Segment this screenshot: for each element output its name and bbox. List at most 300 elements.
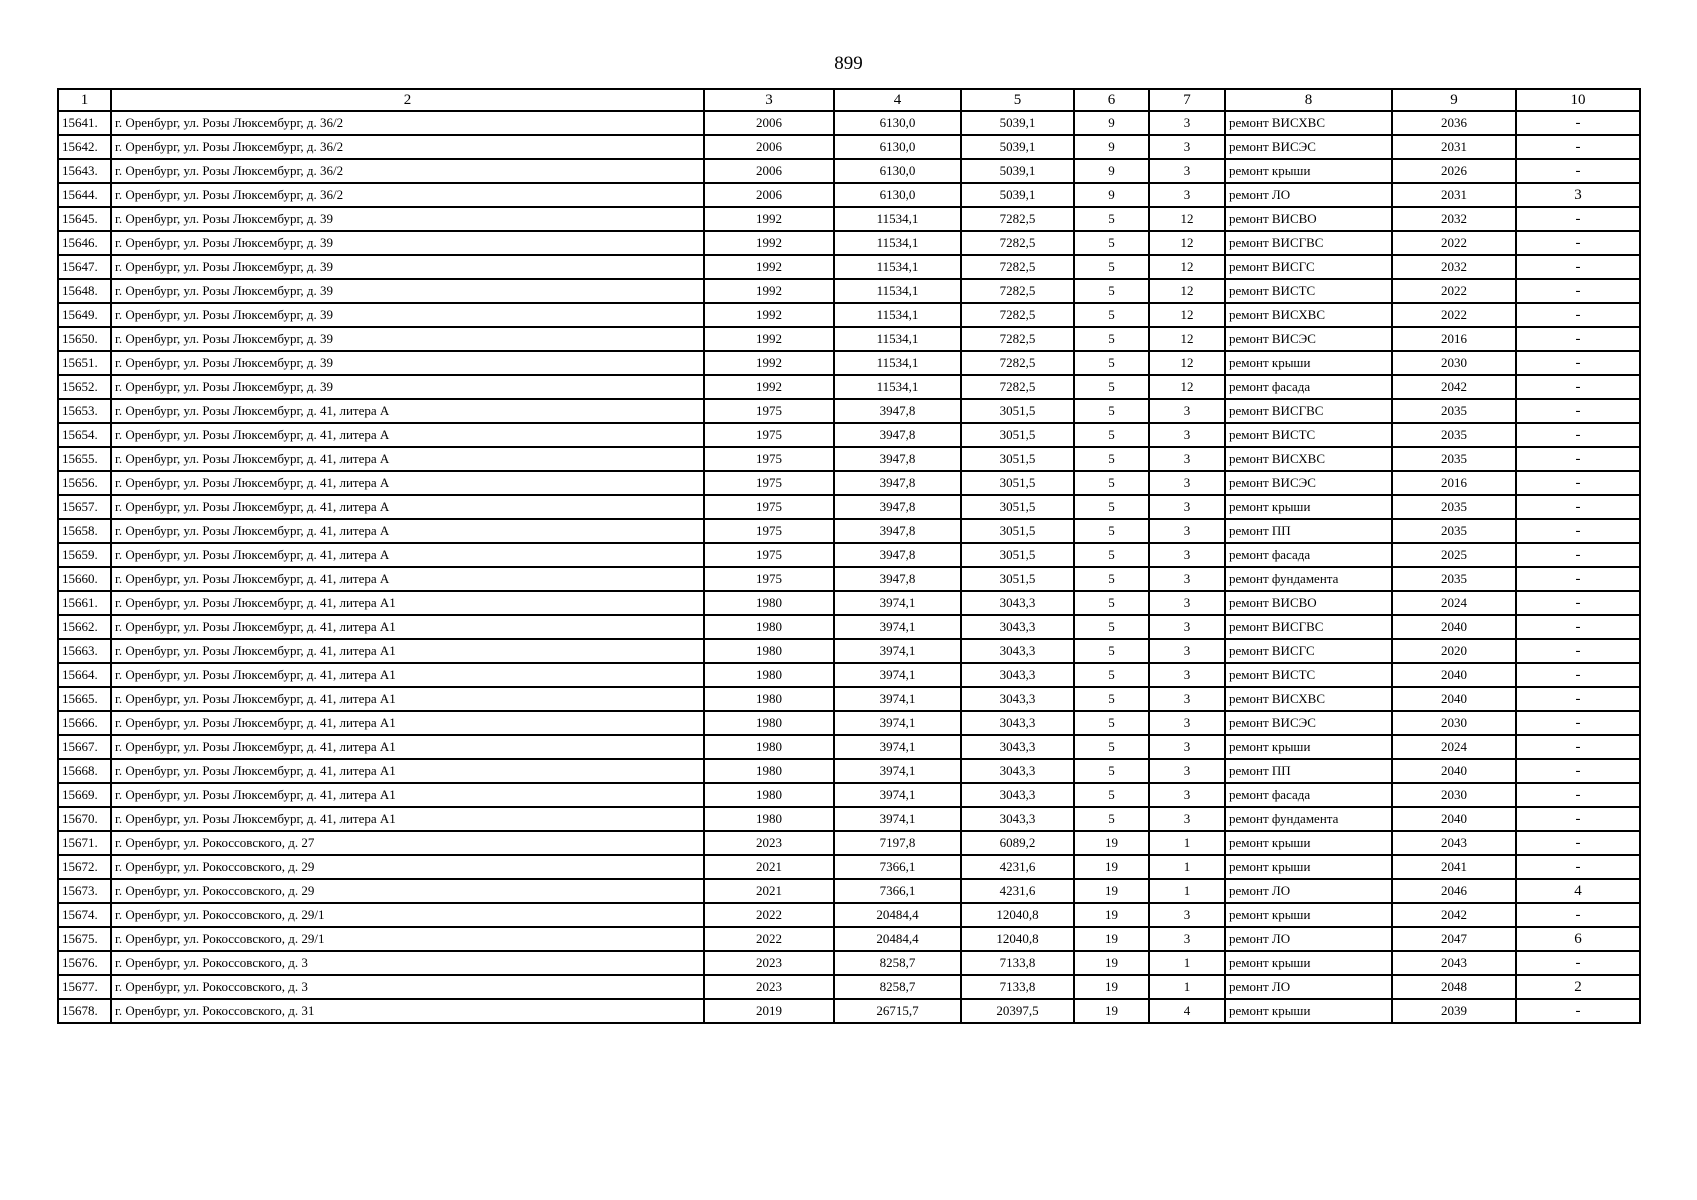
row-number-cell: 15670.: [58, 807, 111, 831]
column-10-value-cell: -: [1516, 567, 1640, 591]
entrances-cell: 12: [1149, 255, 1225, 279]
living-area-cell: 3051,5: [961, 471, 1074, 495]
build-year-cell: 1975: [704, 447, 834, 471]
work-type-cell: ремонт ВИСХВС: [1225, 303, 1392, 327]
work-type-cell: ремонт ВИСХВС: [1225, 447, 1392, 471]
living-area-cell: 7282,5: [961, 207, 1074, 231]
build-year-cell: 1980: [704, 759, 834, 783]
planned-year-cell: 2040: [1392, 807, 1516, 831]
row-number-cell: 15678.: [58, 999, 111, 1023]
table-row: [58, 855, 1640, 879]
planned-year-cell: 2020: [1392, 639, 1516, 663]
address-cell: г. Оренбург, ул. Розы Люксембург, д. 39: [111, 207, 704, 231]
table-row: [58, 327, 1640, 351]
floors-cell: 5: [1074, 735, 1149, 759]
planned-year-cell: 2035: [1392, 495, 1516, 519]
build-year-cell: 1975: [704, 543, 834, 567]
entrances-cell: 3: [1149, 759, 1225, 783]
total-area-cell: 11534,1: [834, 351, 961, 375]
living-area-cell: 5039,1: [961, 111, 1074, 135]
build-year-cell: 2023: [704, 831, 834, 855]
table-row: [58, 375, 1640, 399]
column-10-value-cell: -: [1516, 855, 1640, 879]
planned-year-cell: 2031: [1392, 135, 1516, 159]
row-number-cell: 15641.: [58, 111, 111, 135]
address-cell: г. Оренбург, ул. Розы Люксембург, д. 41, литера А1: [111, 687, 704, 711]
floors-cell: 5: [1074, 807, 1149, 831]
floors-cell: 9: [1074, 183, 1149, 207]
address-cell: г. Оренбург, ул. Розы Люксембург, д. 41, литера А1: [111, 807, 704, 831]
entrances-cell: 1: [1149, 951, 1225, 975]
address-cell: г. Оренбург, ул. Розы Люксембург, д. 36/2: [111, 111, 704, 135]
floors-cell: 5: [1074, 519, 1149, 543]
table-row: [58, 135, 1640, 159]
work-type-cell: ремонт ЛО: [1225, 927, 1392, 951]
build-year-cell: 1992: [704, 351, 834, 375]
row-number-cell: 15664.: [58, 663, 111, 687]
floors-cell: 19: [1074, 927, 1149, 951]
floors-cell: 9: [1074, 135, 1149, 159]
column-header-10: 10: [1516, 89, 1640, 111]
total-area-cell: 3947,8: [834, 543, 961, 567]
row-number-cell: 15652.: [58, 375, 111, 399]
living-area-cell: 12040,8: [961, 927, 1074, 951]
address-cell: г. Оренбург, ул. Розы Люксембург, д. 39: [111, 351, 704, 375]
work-type-cell: ремонт фасада: [1225, 783, 1392, 807]
total-area-cell: 7366,1: [834, 855, 961, 879]
entrances-cell: 3: [1149, 159, 1225, 183]
build-year-cell: 1992: [704, 279, 834, 303]
floors-cell: 5: [1074, 783, 1149, 807]
entrances-cell: 12: [1149, 351, 1225, 375]
planned-year-cell: 2040: [1392, 687, 1516, 711]
floors-cell: 19: [1074, 975, 1149, 999]
entrances-cell: 12: [1149, 207, 1225, 231]
work-type-cell: ремонт ВИСВО: [1225, 207, 1392, 231]
entrances-cell: 3: [1149, 783, 1225, 807]
living-area-cell: 20397,5: [961, 999, 1074, 1023]
column-10-value-cell: -: [1516, 783, 1640, 807]
living-area-cell: 3043,3: [961, 591, 1074, 615]
total-area-cell: 6130,0: [834, 183, 961, 207]
total-area-cell: 3947,8: [834, 399, 961, 423]
living-area-cell: 3051,5: [961, 543, 1074, 567]
living-area-cell: 7133,8: [961, 951, 1074, 975]
column-header-7: 7: [1149, 89, 1225, 111]
row-number-cell: 15653.: [58, 399, 111, 423]
entrances-cell: 3: [1149, 543, 1225, 567]
address-cell: г. Оренбург, ул. Розы Люксембург, д. 41, литера А1: [111, 615, 704, 639]
address-cell: г. Оренбург, ул. Розы Люксембург, д. 41, литера А: [111, 567, 704, 591]
build-year-cell: 1975: [704, 423, 834, 447]
build-year-cell: 1980: [704, 807, 834, 831]
total-area-cell: 11534,1: [834, 279, 961, 303]
build-year-cell: 1980: [704, 639, 834, 663]
entrances-cell: 3: [1149, 591, 1225, 615]
entrances-cell: 3: [1149, 927, 1225, 951]
column-10-value-cell: -: [1516, 999, 1640, 1023]
table-row: [58, 207, 1640, 231]
floors-cell: 5: [1074, 399, 1149, 423]
entrances-cell: 12: [1149, 231, 1225, 255]
work-type-cell: ремонт ВИСГВС: [1225, 231, 1392, 255]
column-10-value-cell: 6: [1516, 927, 1640, 951]
floors-cell: 5: [1074, 471, 1149, 495]
build-year-cell: 1992: [704, 327, 834, 351]
planned-year-cell: 2040: [1392, 615, 1516, 639]
column-header-2: 2: [111, 89, 704, 111]
living-area-cell: 3043,3: [961, 711, 1074, 735]
work-type-cell: ремонт ВИСТС: [1225, 279, 1392, 303]
planned-year-cell: 2035: [1392, 423, 1516, 447]
entrances-cell: 1: [1149, 879, 1225, 903]
total-area-cell: 26715,7: [834, 999, 961, 1023]
total-area-cell: 3974,1: [834, 663, 961, 687]
floors-cell: 5: [1074, 255, 1149, 279]
build-year-cell: 2022: [704, 927, 834, 951]
table-row: [58, 111, 1640, 135]
address-cell: г. Оренбург, ул. Розы Люксембург, д. 41, литера А1: [111, 783, 704, 807]
total-area-cell: 3974,1: [834, 759, 961, 783]
table-row: [58, 807, 1640, 831]
address-cell: г. Оренбург, ул. Розы Люксембург, д. 36/2: [111, 135, 704, 159]
total-area-cell: 11534,1: [834, 255, 961, 279]
work-type-cell: ремонт крыши: [1225, 495, 1392, 519]
row-number-cell: 15659.: [58, 543, 111, 567]
build-year-cell: 1980: [704, 783, 834, 807]
column-10-value-cell: 2: [1516, 975, 1640, 999]
planned-year-cell: 2016: [1392, 327, 1516, 351]
floors-cell: 5: [1074, 231, 1149, 255]
table-row: [58, 567, 1640, 591]
entrances-cell: 4: [1149, 999, 1225, 1023]
planned-year-cell: 2024: [1392, 591, 1516, 615]
address-cell: г. Оренбург, ул. Розы Люксембург, д. 39: [111, 327, 704, 351]
floors-cell: 5: [1074, 567, 1149, 591]
table-row: [58, 519, 1640, 543]
row-number-cell: 15645.: [58, 207, 111, 231]
register-table: [57, 88, 1641, 1024]
total-area-cell: 11534,1: [834, 207, 961, 231]
living-area-cell: 7282,5: [961, 375, 1074, 399]
table-row: [58, 183, 1640, 207]
planned-year-cell: 2022: [1392, 303, 1516, 327]
column-header-5: 5: [961, 89, 1074, 111]
row-number-cell: 15676.: [58, 951, 111, 975]
planned-year-cell: 2040: [1392, 663, 1516, 687]
column-10-value-cell: -: [1516, 663, 1640, 687]
address-cell: г. Оренбург, ул. Рокоссовского, д. 29: [111, 879, 704, 903]
column-10-value-cell: -: [1516, 495, 1640, 519]
table-row: [58, 255, 1640, 279]
column-10-value-cell: -: [1516, 351, 1640, 375]
entrances-cell: 3: [1149, 519, 1225, 543]
column-10-value-cell: -: [1516, 519, 1640, 543]
living-area-cell: 4231,6: [961, 879, 1074, 903]
entrances-cell: 3: [1149, 735, 1225, 759]
table-row: [58, 639, 1640, 663]
total-area-cell: 3974,1: [834, 687, 961, 711]
entrances-cell: 3: [1149, 711, 1225, 735]
entrances-cell: 3: [1149, 471, 1225, 495]
planned-year-cell: 2042: [1392, 903, 1516, 927]
planned-year-cell: 2043: [1392, 951, 1516, 975]
row-number-cell: 15655.: [58, 447, 111, 471]
table-row: [58, 471, 1640, 495]
table-row: [58, 231, 1640, 255]
row-number-cell: 15650.: [58, 327, 111, 351]
living-area-cell: 6089,2: [961, 831, 1074, 855]
row-number-cell: 15675.: [58, 927, 111, 951]
work-type-cell: ремонт крыши: [1225, 351, 1392, 375]
address-cell: г. Оренбург, ул. Розы Люксембург, д. 39: [111, 279, 704, 303]
total-area-cell: 3974,1: [834, 615, 961, 639]
row-number-cell: 15658.: [58, 519, 111, 543]
row-number-cell: 15657.: [58, 495, 111, 519]
column-10-value-cell: -: [1516, 231, 1640, 255]
address-cell: г. Оренбург, ул. Рокоссовского, д. 29/1: [111, 927, 704, 951]
floors-cell: 5: [1074, 375, 1149, 399]
column-10-value-cell: -: [1516, 639, 1640, 663]
row-number-cell: 15672.: [58, 855, 111, 879]
column-10-value-cell: -: [1516, 279, 1640, 303]
table-row: [58, 879, 1640, 903]
planned-year-cell: 2046: [1392, 879, 1516, 903]
table-row: [58, 615, 1640, 639]
living-area-cell: 7282,5: [961, 231, 1074, 255]
build-year-cell: 1975: [704, 519, 834, 543]
work-type-cell: ремонт ПП: [1225, 519, 1392, 543]
table-row: [58, 399, 1640, 423]
row-number-cell: 15648.: [58, 279, 111, 303]
total-area-cell: 3947,8: [834, 471, 961, 495]
work-type-cell: ремонт крыши: [1225, 831, 1392, 855]
build-year-cell: 1980: [704, 591, 834, 615]
build-year-cell: 2006: [704, 135, 834, 159]
table-row: [58, 975, 1640, 999]
table-row: [58, 423, 1640, 447]
living-area-cell: 3051,5: [961, 423, 1074, 447]
column-10-value-cell: -: [1516, 303, 1640, 327]
column-10-value-cell: -: [1516, 735, 1640, 759]
column-header-6: 6: [1074, 89, 1149, 111]
floors-cell: 5: [1074, 207, 1149, 231]
address-cell: г. Оренбург, ул. Розы Люксембург, д. 41, литера А1: [111, 591, 704, 615]
address-cell: г. Оренбург, ул. Розы Люксембург, д. 41, литера А: [111, 423, 704, 447]
column-10-value-cell: -: [1516, 831, 1640, 855]
build-year-cell: 1975: [704, 399, 834, 423]
total-area-cell: 3947,8: [834, 495, 961, 519]
work-type-cell: ремонт ВИСЭС: [1225, 711, 1392, 735]
column-10-value-cell: -: [1516, 951, 1640, 975]
entrances-cell: 1: [1149, 831, 1225, 855]
row-number-cell: 15666.: [58, 711, 111, 735]
entrances-cell: 3: [1149, 807, 1225, 831]
address-cell: г. Оренбург, ул. Рокоссовского, д. 3: [111, 951, 704, 975]
living-area-cell: 7282,5: [961, 303, 1074, 327]
column-10-value-cell: -: [1516, 903, 1640, 927]
work-type-cell: ремонт фасада: [1225, 543, 1392, 567]
total-area-cell: 3974,1: [834, 807, 961, 831]
work-type-cell: ремонт ВИСТС: [1225, 423, 1392, 447]
floors-cell: 5: [1074, 351, 1149, 375]
entrances-cell: 12: [1149, 375, 1225, 399]
column-header-8: 8: [1225, 89, 1392, 111]
living-area-cell: 12040,8: [961, 903, 1074, 927]
column-10-value-cell: -: [1516, 135, 1640, 159]
table-row: [58, 663, 1640, 687]
entrances-cell: 1: [1149, 975, 1225, 999]
row-number-cell: 15660.: [58, 567, 111, 591]
floors-cell: 5: [1074, 495, 1149, 519]
entrances-cell: 12: [1149, 279, 1225, 303]
address-cell: г. Оренбург, ул. Рокоссовского, д. 31: [111, 999, 704, 1023]
floors-cell: 19: [1074, 999, 1149, 1023]
work-type-cell: ремонт ПП: [1225, 759, 1392, 783]
living-area-cell: 3043,3: [961, 759, 1074, 783]
floors-cell: 19: [1074, 855, 1149, 879]
living-area-cell: 7282,5: [961, 255, 1074, 279]
entrances-cell: 3: [1149, 399, 1225, 423]
table-row: [58, 159, 1640, 183]
work-type-cell: ремонт ЛО: [1225, 879, 1392, 903]
living-area-cell: 3043,3: [961, 687, 1074, 711]
floors-cell: 5: [1074, 591, 1149, 615]
row-number-cell: 15644.: [58, 183, 111, 207]
build-year-cell: 2006: [704, 183, 834, 207]
row-number-cell: 15649.: [58, 303, 111, 327]
work-type-cell: ремонт ВИСЭС: [1225, 135, 1392, 159]
planned-year-cell: 2022: [1392, 231, 1516, 255]
floors-cell: 9: [1074, 159, 1149, 183]
address-cell: г. Оренбург, ул. Рокоссовского, д. 27: [111, 831, 704, 855]
entrances-cell: 3: [1149, 567, 1225, 591]
planned-year-cell: 2048: [1392, 975, 1516, 999]
total-area-cell: 3974,1: [834, 591, 961, 615]
column-10-value-cell: 4: [1516, 879, 1640, 903]
living-area-cell: 3051,5: [961, 495, 1074, 519]
living-area-cell: 3051,5: [961, 519, 1074, 543]
address-cell: г. Оренбург, ул. Розы Люксембург, д. 41, литера А1: [111, 639, 704, 663]
floors-cell: 5: [1074, 639, 1149, 663]
living-area-cell: 3051,5: [961, 399, 1074, 423]
address-cell: г. Оренбург, ул. Розы Люксембург, д. 39: [111, 231, 704, 255]
floors-cell: 5: [1074, 327, 1149, 351]
page-number: 899: [834, 53, 863, 74]
address-cell: г. Оренбург, ул. Розы Люксембург, д. 41, литера А1: [111, 735, 704, 759]
work-type-cell: ремонт крыши: [1225, 855, 1392, 879]
row-number-cell: 15663.: [58, 639, 111, 663]
build-year-cell: 2019: [704, 999, 834, 1023]
total-area-cell: 3974,1: [834, 711, 961, 735]
living-area-cell: 3043,3: [961, 783, 1074, 807]
row-number-cell: 15668.: [58, 759, 111, 783]
living-area-cell: 7282,5: [961, 279, 1074, 303]
header-row: [58, 89, 1640, 111]
living-area-cell: 7282,5: [961, 351, 1074, 375]
total-area-cell: 6130,0: [834, 159, 961, 183]
total-area-cell: 3974,1: [834, 735, 961, 759]
table-row: [58, 783, 1640, 807]
column-10-value-cell: -: [1516, 687, 1640, 711]
planned-year-cell: 2035: [1392, 447, 1516, 471]
total-area-cell: 6130,0: [834, 135, 961, 159]
total-area-cell: 3974,1: [834, 783, 961, 807]
floors-cell: 19: [1074, 951, 1149, 975]
column-10-value-cell: -: [1516, 615, 1640, 639]
total-area-cell: 20484,4: [834, 927, 961, 951]
work-type-cell: ремонт ВИСЭС: [1225, 471, 1392, 495]
total-area-cell: 11534,1: [834, 375, 961, 399]
floors-cell: 5: [1074, 615, 1149, 639]
table-row: [58, 447, 1640, 471]
column-10-value-cell: -: [1516, 447, 1640, 471]
planned-year-cell: 2041: [1392, 855, 1516, 879]
row-number-cell: 15643.: [58, 159, 111, 183]
entrances-cell: 3: [1149, 423, 1225, 447]
living-area-cell: 3043,3: [961, 663, 1074, 687]
floors-cell: 19: [1074, 831, 1149, 855]
column-10-value-cell: -: [1516, 471, 1640, 495]
table-row: [58, 735, 1640, 759]
build-year-cell: 1975: [704, 567, 834, 591]
row-number-cell: 15647.: [58, 255, 111, 279]
table-row: [58, 495, 1640, 519]
address-cell: г. Оренбург, ул. Розы Люксембург, д. 41, литера А1: [111, 759, 704, 783]
build-year-cell: 1992: [704, 207, 834, 231]
planned-year-cell: 2024: [1392, 735, 1516, 759]
planned-year-cell: 2026: [1392, 159, 1516, 183]
address-cell: г. Оренбург, ул. Рокоссовского, д. 29/1: [111, 903, 704, 927]
address-cell: г. Оренбург, ул. Розы Люксембург, д. 41, литера А1: [111, 711, 704, 735]
row-number-cell: 15654.: [58, 423, 111, 447]
row-number-cell: 15669.: [58, 783, 111, 807]
planned-year-cell: 2032: [1392, 255, 1516, 279]
floors-cell: 5: [1074, 279, 1149, 303]
column-10-value-cell: -: [1516, 207, 1640, 231]
living-area-cell: 3043,3: [961, 615, 1074, 639]
column-10-value-cell: -: [1516, 543, 1640, 567]
row-number-cell: 15665.: [58, 687, 111, 711]
living-area-cell: 7133,8: [961, 975, 1074, 999]
planned-year-cell: 2032: [1392, 207, 1516, 231]
entrances-cell: 3: [1149, 903, 1225, 927]
entrances-cell: 3: [1149, 183, 1225, 207]
work-type-cell: ремонт ВИСЭС: [1225, 327, 1392, 351]
total-area-cell: 3947,8: [834, 519, 961, 543]
work-type-cell: ремонт ВИСГС: [1225, 255, 1392, 279]
entrances-cell: 3: [1149, 135, 1225, 159]
entrances-cell: 3: [1149, 495, 1225, 519]
column-10-value-cell: -: [1516, 807, 1640, 831]
work-type-cell: ремонт фасада: [1225, 375, 1392, 399]
table-row: [58, 711, 1640, 735]
planned-year-cell: 2035: [1392, 519, 1516, 543]
living-area-cell: 5039,1: [961, 183, 1074, 207]
build-year-cell: 1992: [704, 303, 834, 327]
build-year-cell: 2021: [704, 855, 834, 879]
work-type-cell: ремонт ВИСТС: [1225, 663, 1392, 687]
total-area-cell: 3974,1: [834, 639, 961, 663]
address-cell: г. Оренбург, ул. Розы Люксембург, д. 39: [111, 303, 704, 327]
living-area-cell: 3043,3: [961, 807, 1074, 831]
floors-cell: 19: [1074, 879, 1149, 903]
table-row: [58, 759, 1640, 783]
table-row: [58, 543, 1640, 567]
build-year-cell: 2023: [704, 951, 834, 975]
entrances-cell: 3: [1149, 663, 1225, 687]
build-year-cell: 2006: [704, 111, 834, 135]
